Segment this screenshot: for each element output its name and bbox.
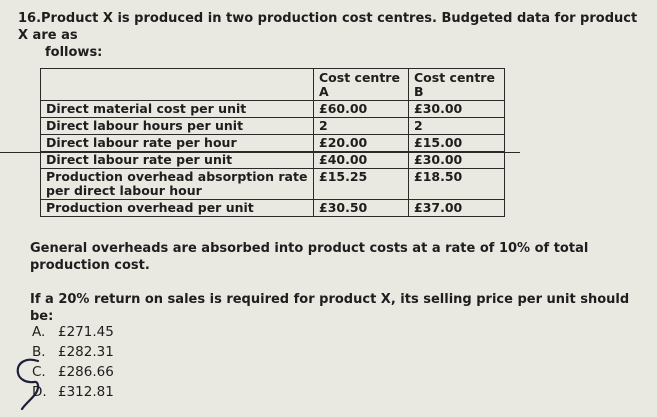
row-label: Production overhead per unit [41,200,314,217]
table-row [41,135,505,152]
row-value-a: £30.50 [314,200,409,217]
row-value-a: £40.00 [314,152,409,169]
option-value: £312.81 [58,384,114,400]
option-letter: B. [32,344,46,360]
row-label: Direct material cost per unit [41,101,314,118]
row-value-b: £30.00 [409,152,505,169]
overheads-paragraph: General overheads are absorbed into product costs at a rate of 10% of total production cost. [30,241,589,273]
question-text-line1: Product X is produced in two production cost centres. Budgeted data for product X are as [18,11,638,43]
row-value-b: £30.00 [409,101,505,118]
option-letter: C. [32,364,46,380]
row-value-a: £15.25 [314,169,409,200]
option-value: £271.45 [58,324,114,340]
row-label: Direct labour rate per unit [41,152,314,169]
table-header-row [41,69,505,101]
row-label: Production overhead absorption rate per direct labour hour [41,169,314,200]
row-label: Direct labour hours per unit [41,118,314,135]
table-row [41,118,505,135]
question-header [18,10,648,61]
option-value: £282.31 [58,344,114,360]
question-number: 16. [18,11,42,26]
budget-data-table [40,68,505,217]
row-value-a: £60.00 [314,101,409,118]
row-value-b: 2 [409,118,505,135]
handwritten-circle-mark [12,355,46,413]
header-cost-centre-b: Cost centre B [409,69,505,101]
table-row [41,169,505,200]
row-value-b: £18.50 [409,169,505,200]
header-cost-centre-a: Cost centre A [314,69,409,101]
row-value-a: £20.00 [314,135,409,152]
row-value-b: £37.00 [409,200,505,217]
option-letter: D. [32,384,47,400]
header-blank-cell [41,69,314,101]
table-row [41,152,505,169]
table-row [41,101,505,118]
table-row [41,200,505,217]
option-a[interactable] [32,322,114,342]
question-text-line2: follows: [45,45,103,60]
row-label: Direct labour rate per hour [41,135,314,152]
row-value-b: £15.00 [409,135,505,152]
option-letter: A. [32,324,46,340]
option-value: £286.66 [58,364,114,380]
row-value-a: 2 [314,118,409,135]
question-prompt: If a 20% return on sales is required for product X, its selling price per unit should be: [30,292,630,324]
